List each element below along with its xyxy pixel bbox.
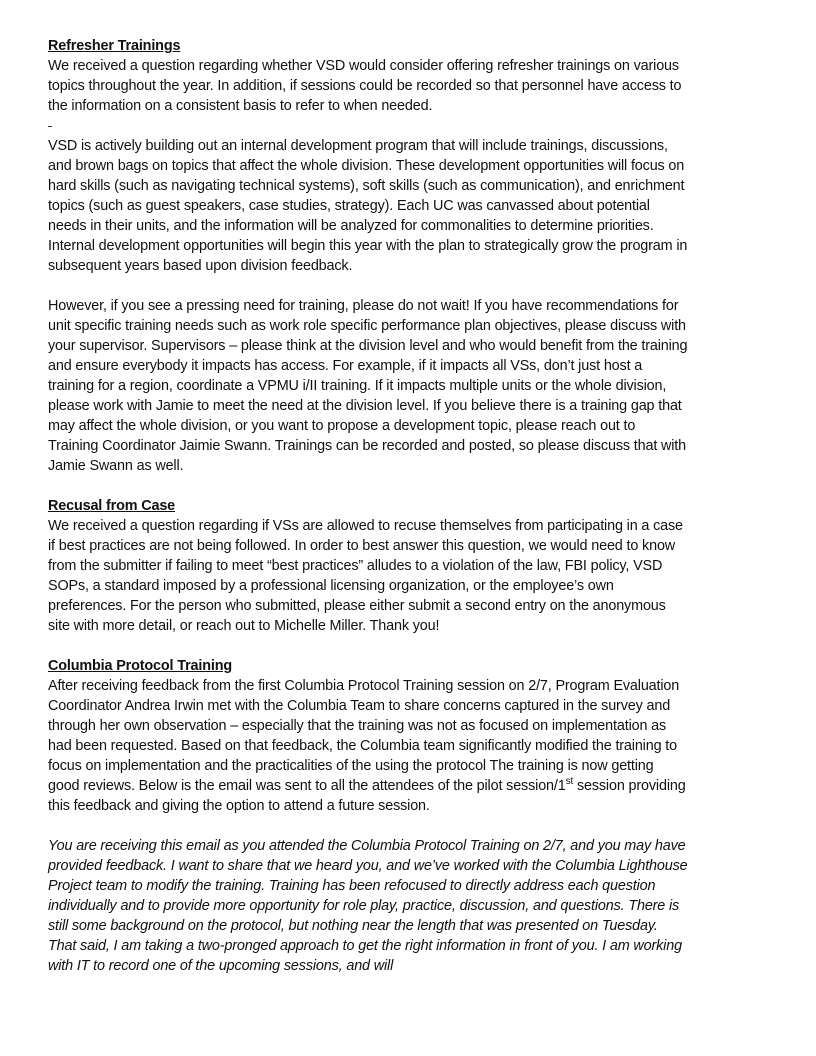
recusal-heading: Recusal from Case <box>48 498 176 514</box>
ordinal-suffix: st <box>565 776 574 787</box>
columbia-email-quote: You are receiving this email as you attended the Columbia Protocol Training on 2/7, and you may have provided feedback. I want to share that we heard you, and we’ve worked with the Columbia Lighthouse Project team to modify the training. Training has been refocused to directly address each question individually and to provide more opportunity for role play, practice, discussion, and questions. There is still some background on the protocol, but nothing near the length that was presented on Tuesday. That said, I am taking a two-pronged approach to get the right information in front of you. I am working with IT to record one of the upcoming sessions, and will <box>48 838 688 974</box>
columbia-feedback-paragraph <box>48 676 688 816</box>
refresher-pressing-need-paragraph: However, if you see a pressing need for training, please do not wait! If you have recommendations for unit specific training needs such as work role specific performance plan objectives, please discuss with your supervisor. Supervisors – please think at the division level and who would benefit from the training and ensure everybody it impacts has access. For example, if it impacts all VSs, don’t just host a training for a region, coordinate a VPMU i/II training. If it impacts multiple units or the whole division, please work with Jamie to meet the need at the division level. If you believe there is a training gap that may affect the whole division, or you want to propose a development topic, please reach out to Training Coordinator Jaimie Swann. Trainings can be recorded and posted, so please discuss that with Jamie Swann as well. <box>48 298 688 474</box>
stray-mark <box>48 116 688 136</box>
recusal-paragraph: We received a question regarding if VSs are allowed to recuse themselves from participating in a case if best practices are not being followed. In order to best answer this question, we would need to know from the submitter if failing to meet “best practices” alludes to a violation of the law, FBI policy, VSD SOPs, a standard imposed by a professional licensing organization, or the employee’s own preferences. For the person who submitted, please either submit a second entry on the anonymous site with more detail, or reach out to Michelle Miller. Thank you! <box>48 518 683 634</box>
spacer <box>48 476 688 496</box>
refresher-question-paragraph: We received a question regarding whether VSD would consider offering refresher trainings on various topics throughout the year. In addition, if sessions could be recorded so that personnel have access to the information on a consistent basis to refer to when needed. <box>48 58 682 114</box>
columbia-feedback-text: After receiving feedback from the first Columbia Protocol Training session on 2/7, Program Evaluation Coordinator Andrea Irwin met with the Columbia Team to share concerns captured in the survey and through her own observation – especially that the training was not as focused on implementation as had been requested. Based on that feedback, the Columbia team significantly modified the training to focus on implementation and the practicalities of the using the protocol The training is now getting good reviews. Below is the email was sent to all the attendees of the pilot session/1 <box>48 678 680 794</box>
columbia-heading: Columbia Protocol Training <box>48 658 232 674</box>
refresher-program-paragraph: VSD is actively building out an internal development program that will include trainings, discussions, and brown bags on topics that affect the whole division. These development opportunities will focus on hard skills (such as navigating technical systems), soft skills (such as communication), and enrichment topics (such as guest speakers, case studies, strategy). Each UC was canvassed about potential needs in their units, and the information will be analyzed for commonalities to determine priorities. Internal development opportunities will begin this year with the plan to strategically grow the program in subsequent years based upon division feedback. <box>48 138 688 274</box>
columbia-feedback-end: session providing this feedback and giving the option to attend a future session. <box>48 778 686 814</box>
spacer <box>48 636 688 656</box>
document-page <box>48 36 688 976</box>
spacer <box>48 276 688 296</box>
refresher-trainings-heading: Refresher Trainings <box>48 38 181 54</box>
spacer <box>48 816 688 836</box>
